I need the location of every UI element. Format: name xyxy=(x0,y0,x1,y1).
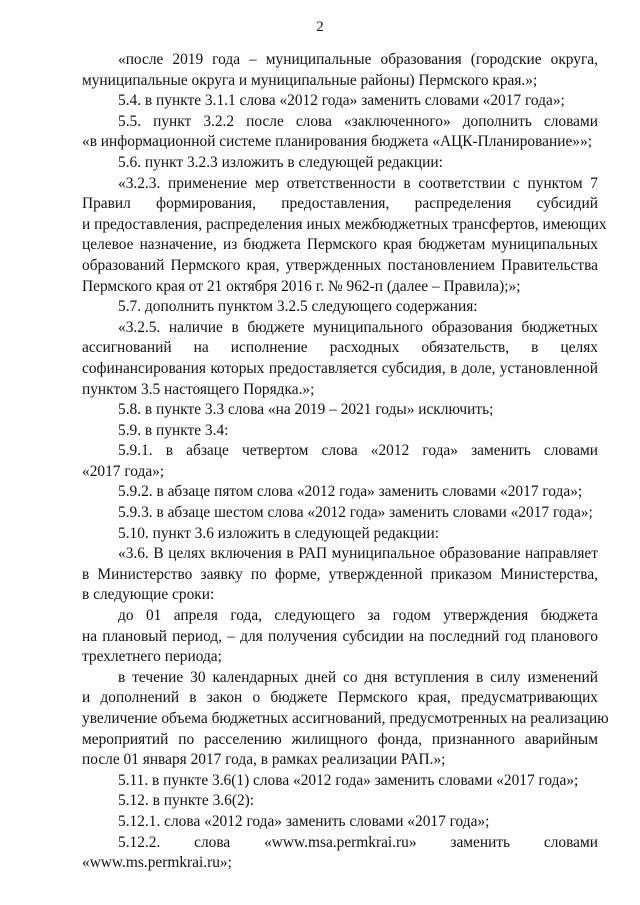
text-line: софинансирования которых предоставляется субсидия, в доле, установленной xyxy=(82,359,598,377)
text-line: в течение 30 календарных дней со дня вступления в силу изменений xyxy=(118,668,598,686)
text-line: Правил формирования, предоставления, распределения субсидий xyxy=(82,195,598,213)
text-line: 5.9.1. в абзаце четвертом слова «2012 года» заменить словами xyxy=(118,442,598,460)
text-line: 5.9.3. в абзаце шестом слова «2012 года» заменить словами «2017 года»; xyxy=(118,504,593,522)
text-line: трехлетнего периода; xyxy=(82,648,222,666)
text-line: «3.6. В целях включения в РАП муниципальное образование направляет xyxy=(118,545,598,563)
text-line: в Министерство заявку по форме, утвержденной приказом Министерства, xyxy=(82,565,598,583)
text-line: «2017 года»; xyxy=(82,462,165,480)
document-body xyxy=(82,50,609,874)
text-line: «3.2.5. наличие в бюджете муниципального образования бюджетных xyxy=(118,318,598,336)
text-line: увеличение объема бюджетных ассигнований, предусмотренных на реализацию xyxy=(82,710,609,727)
text-line: целевое назначение, из бюджета Пермского края бюджетам муниципальных xyxy=(82,236,598,254)
text-line: и предоставления, распределения иных межбюджетных трансфертов, имеющих xyxy=(82,215,607,233)
page-number: 2 xyxy=(316,19,324,35)
text-line: 5.6. пункт 3.2.3 изложить в следующей редакции: xyxy=(118,153,443,171)
text-line: и дополнений в закон о бюджете Пермского края, предусматривающих xyxy=(82,689,598,707)
text-line: до 01 апреля года, следующего за годом утверждения бюджета xyxy=(118,607,598,625)
text-line: 5.9. в пункте 3.4: xyxy=(118,421,229,439)
text-line: «www.ms.permkrai.ru»; xyxy=(82,854,232,872)
text-line: 5.12.2. слова «www.msa.permkrai.ru» заменить словами xyxy=(118,833,598,851)
text-line: ассигнований на исполнение расходных обязательств, в целях xyxy=(82,339,598,357)
text-line: 5.4. в пункте 3.1.1 слова «2012 года» заменить словами «2017 года»; xyxy=(118,92,565,110)
text-line: «3.2.3. применение мер ответственности в соответствии с пунктом 7 xyxy=(118,174,598,192)
text-line: 5.7. дополнить пунктом 3.2.5 следующего содержания: xyxy=(118,298,478,316)
text-line: на плановый период, – для получения субсидии на последний год планового xyxy=(82,627,598,645)
text-line: после 01 января 2017 года, в рамках реализации РАП.»; xyxy=(82,751,446,769)
text-line: 5.11. в пункте 3.6(1) слова «2012 года» заменить словами «2017 года»; xyxy=(118,771,579,789)
text-line: «после 2019 года – муниципальные образования (городские округа, xyxy=(118,51,598,68)
text-line: образований Пермского края, утвержденных постановлением Правительства xyxy=(82,256,598,274)
text-line: в следующие сроки: xyxy=(82,586,215,604)
text-line: 5.9.2. в абзаце пятом слова «2012 года» заменить словами «2017 года»; xyxy=(118,483,583,501)
text-line: 5.10. пункт 3.6 изложить в следующей редакции: xyxy=(118,524,439,542)
text-line: 5.8. в пункте 3.3 слова «на 2019 – 2021 годы» исключить; xyxy=(118,401,494,419)
text-line: 5.5. пункт 3.2.2 после слова «заключенного» дополнить словами xyxy=(118,112,598,130)
text-line: пунктом 3.5 настоящего Порядка.»; xyxy=(82,380,315,398)
text-line: Пермского края от 21 октября 2016 г. № 962-п (далее – Правила);»; xyxy=(82,277,521,295)
text-line: 5.12.1. слова «2012 года» заменить словами «2017 года»; xyxy=(118,812,490,830)
text-line: мероприятий по расселению жилищного фонда, признанного аварийным xyxy=(82,730,598,748)
text-line: «в информационной системе планирования бюджета «АЦК-Планирование»»; xyxy=(82,133,592,151)
text-line: муниципальные округа и муниципальные районы) Пермского края.»; xyxy=(82,71,538,89)
text-line: 5.12. в пункте 3.6(2): xyxy=(118,792,255,810)
